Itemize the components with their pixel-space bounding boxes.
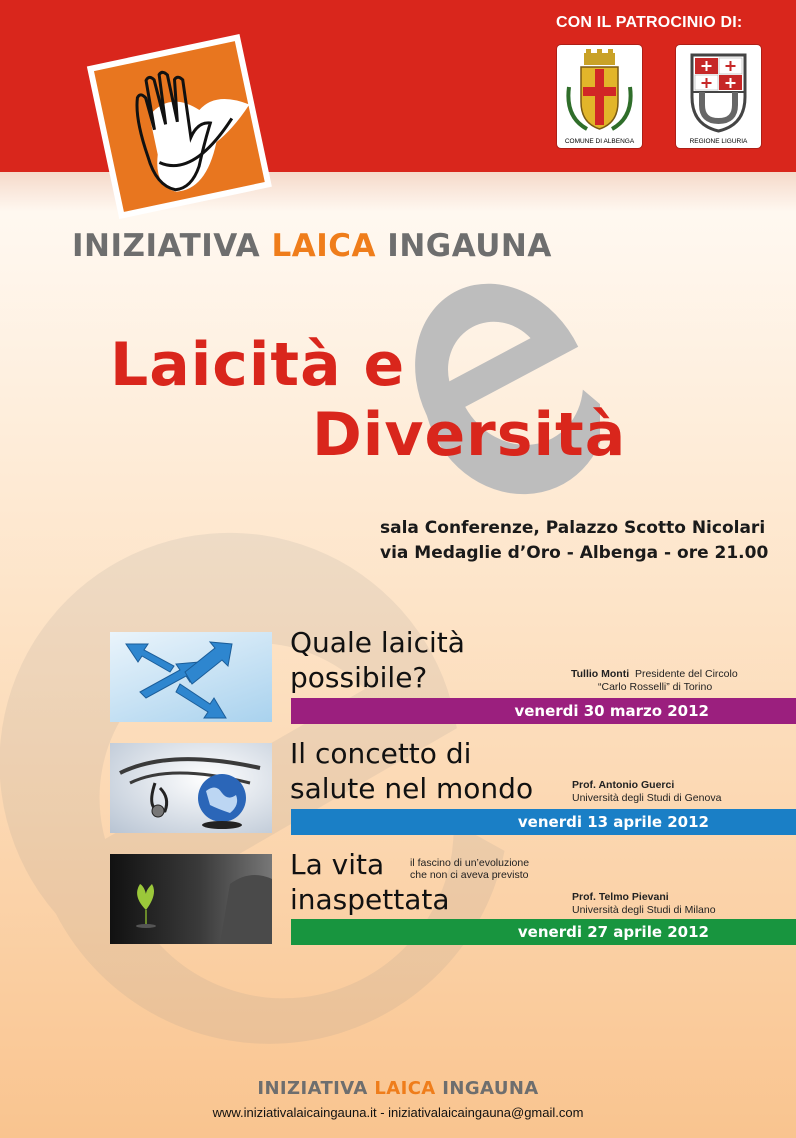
brand-part1: INIZIATIVA xyxy=(72,228,272,264)
venue-line2: via Medaglie d’Oro - Albenga - ore 21.00 xyxy=(380,543,769,563)
main-title-line2: Diversità xyxy=(312,400,627,470)
event3-speaker-name: Prof. Telmo Pievani xyxy=(572,891,669,903)
event2-speaker-role1: Università degli Studi di Genova xyxy=(572,792,722,804)
stethoscope-globe-icon xyxy=(110,743,272,833)
event2-speaker xyxy=(572,779,721,805)
main-title-line1: Laicità e xyxy=(110,330,406,400)
sprout-heart-icon xyxy=(110,854,272,944)
brand-part2: LAICA xyxy=(271,228,376,264)
event1-title-line1: Quale laicità xyxy=(290,626,465,659)
event2-speaker-name: Prof. Antonio Guerci xyxy=(572,779,675,791)
event1-speaker xyxy=(571,668,738,694)
event1-date: venerdi 30 marzo 2012 xyxy=(514,702,709,720)
footer-brand-part3: INGAUNA xyxy=(435,1078,539,1099)
event2-title-line1: Il concetto di xyxy=(290,737,472,770)
event1-speaker-name: Tullio Monti xyxy=(571,668,630,680)
event3-subtitle-line2: che non ci aveva previsto xyxy=(410,869,529,881)
footer-brand-part1: INIZIATIVA xyxy=(257,1078,375,1099)
event2-title-line2: salute nel mondo xyxy=(290,772,534,805)
event3-subtitle xyxy=(410,857,529,881)
event2-image xyxy=(110,743,272,833)
event3-title-line1: La vita xyxy=(290,848,385,881)
event3-speaker-role1: Università degli Studi di Milano xyxy=(572,904,716,916)
liguria-crest-icon xyxy=(676,47,761,137)
event3-date-bar xyxy=(291,919,796,945)
patron-liguria xyxy=(676,45,761,148)
event1-speaker-role1: Presidente del Circolo xyxy=(634,668,738,680)
event3-date: venerdi 27 aprile 2012 xyxy=(517,923,709,941)
patron-albenga xyxy=(557,45,642,148)
event1-title xyxy=(290,625,465,695)
footer-contacts: www.iniziativalaicaingauna.it - iniziativalaicaingauna@gmail.com xyxy=(212,1105,584,1120)
event1-speaker-role2: “Carlo Rosselli” di Torino xyxy=(598,681,713,693)
event3-speaker xyxy=(572,891,716,917)
event2-date: venerdi 13 aprile 2012 xyxy=(517,813,709,831)
event2-date-bar xyxy=(291,809,796,835)
dove-hand-logo-icon xyxy=(82,30,272,220)
event1-date-bar xyxy=(291,698,796,724)
venue-info xyxy=(380,516,768,566)
venue-line1: sala Conferenze, Palazzo Scotto Nicolari xyxy=(380,518,766,538)
event2-title xyxy=(290,736,533,806)
blue-arrows-icon xyxy=(110,632,272,722)
albenga-crest-icon xyxy=(557,47,642,137)
footer-brand xyxy=(0,1078,796,1099)
event3-image xyxy=(110,854,272,944)
brand-part3: INGAUNA xyxy=(376,228,552,264)
event3-title-line2: inaspettata xyxy=(290,883,450,916)
patronage-label: CON IL PATROCINIO DI: xyxy=(556,14,743,31)
patron-liguria-caption: REGIONE LIGURIA xyxy=(689,138,748,145)
patron-albenga-caption: COMUNE DI ALBENGA xyxy=(564,138,635,145)
event1-title-line2: possibile? xyxy=(290,661,428,694)
event3-subtitle-line1: il fascino di un’evoluzione xyxy=(410,857,530,869)
footer-brand-part2: LAICA xyxy=(374,1078,436,1099)
event1-image xyxy=(110,632,272,722)
